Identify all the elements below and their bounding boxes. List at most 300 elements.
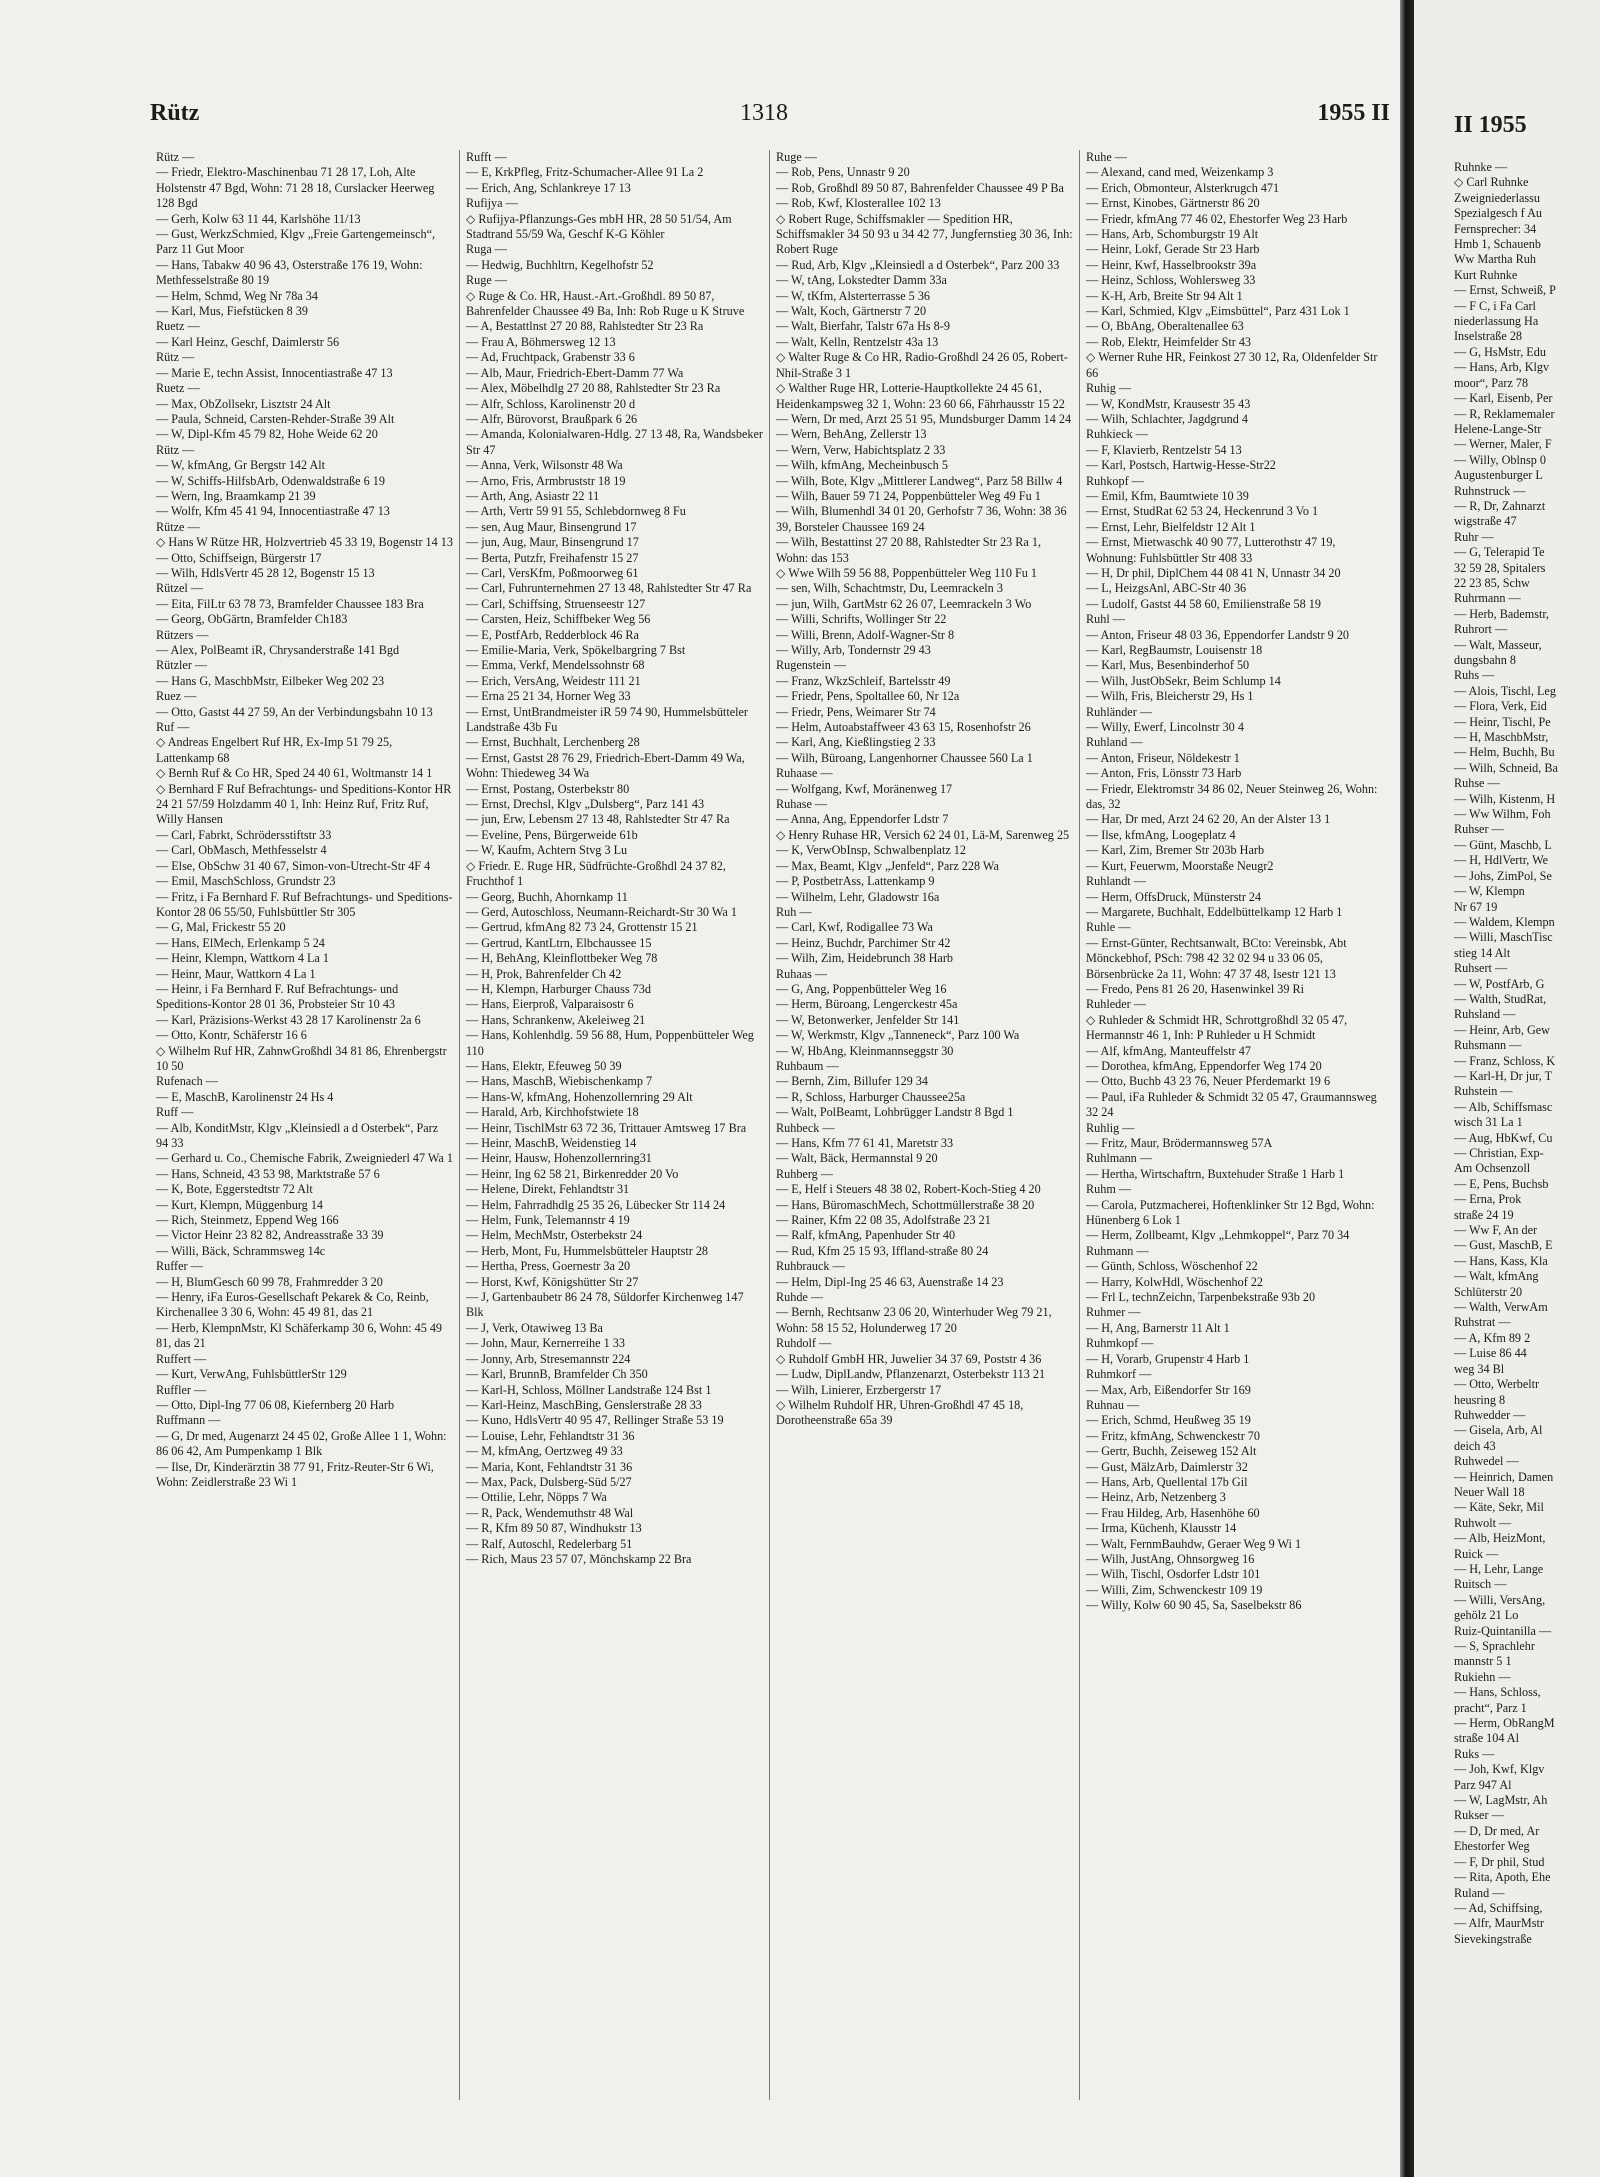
facing-page-line: Schlüterstr 20	[1454, 1284, 1523, 1299]
directory-entry: — Hans-W, kfmAng, Hohenzollernring 29 Alt	[466, 1089, 693, 1104]
directory-columns	[150, 150, 1390, 2100]
directory-entry: — R, Schloss, Harburger Chaussee25a	[776, 1089, 966, 1104]
directory-entry: — Erich, Ang, Schlankreye 17 13	[466, 180, 631, 195]
surname-heading: Ruf —	[156, 720, 190, 735]
directory-entry: — M, kfmAng, Oertzweg 49 33	[466, 1444, 623, 1459]
directory-entry: — sen, Wilh, Schachtmstr, Du, Leemrackeln 3	[776, 581, 1003, 596]
directory-entry: — Willi, Schrifts, Wollinger Str 22	[776, 612, 947, 627]
directory-entry: — Wilh, Bestattinst 27 20 88, Rahlstedter Str 23 Ra 1, Wohn: das 153	[776, 535, 1042, 565]
directory-entry: — Erich, VersAng, Weidestr 111 21	[466, 673, 641, 688]
directory-entry: — Erich, Obmonteur, Alsterkrugch 471	[1086, 180, 1280, 195]
facing-page-line: — Gisela, Arb, Al	[1454, 1423, 1543, 1438]
directory-entry: — Herm, OffsDruck, Münsterstr 24	[1086, 889, 1262, 904]
facing-page-line: Ruhnke —	[1454, 160, 1508, 174]
directory-entry: — Max, Beamt, Klgv „Jenfeld“, Parz 228 Wa	[776, 858, 999, 873]
facing-page-line: — F, Dr phil, Stud	[1454, 1854, 1545, 1869]
surname-heading: Ruhländer —	[1086, 704, 1153, 719]
directory-entry: — Hertha, Press, Goernestr 3a 20	[466, 1259, 631, 1274]
surname-heading: Ruhaase —	[776, 766, 833, 781]
facing-page-line: Ruhr —	[1454, 529, 1494, 544]
facing-page-line: Ruhnstruck —	[1454, 483, 1526, 498]
surname-heading: Ruhe —	[1086, 150, 1127, 164]
directory-entry: — Heinr, TischlMstr 63 72 36, Trittauer Amtsweg 17 Bra	[466, 1120, 747, 1135]
facing-page-line: — Walth, VerwAm	[1454, 1300, 1548, 1315]
facing-page-line: straße 24 19	[1454, 1207, 1514, 1222]
facing-page-line: — Ad, Schiffsing,	[1454, 1900, 1543, 1915]
directory-entry: — Willi, Zim, Schwenckestr 109 19	[1086, 1582, 1263, 1597]
directory-entry: — Ludw, DiplLandw, Pflanzenarzt, Osterbekstr 113 21	[776, 1367, 1046, 1382]
column-1	[150, 150, 460, 2100]
facing-page-line: deich 43	[1454, 1438, 1496, 1453]
page-gutter	[1400, 0, 1414, 2177]
facing-page-line: Kurt Ruhnke	[1454, 267, 1518, 282]
facing-page-line: Ruitsch —	[1454, 1577, 1507, 1592]
directory-entry: — Willy, Kolw 60 90 45, Sa, Saselbekstr 86	[1086, 1598, 1302, 1613]
directory-entry: — Anton, Friseur, Nöldekestr 1	[1086, 750, 1240, 765]
directory-entry: — Helm, MechMstr, Osterbekstr 24	[466, 1228, 643, 1243]
surname-heading: Rütz —	[156, 442, 195, 457]
directory-entry: — Heinz, Schloss, Wohlersweg 33	[1086, 273, 1256, 288]
facing-page-line: heusring 8	[1454, 1392, 1506, 1407]
facing-page-line: niederlassung Ha	[1454, 314, 1539, 329]
directory-entry: — Heinr, Ing 62 58 21, Birkenredder 20 Vo	[466, 1166, 679, 1181]
surname-heading: Ruhase —	[776, 797, 828, 812]
directory-entry: — O, BbAng, Oberaltenallee 63	[1086, 319, 1244, 334]
facing-page-line: Ruiz-Quintanilla —	[1454, 1623, 1552, 1638]
facing-page-line: — Ernst, Schweiß, P	[1454, 283, 1556, 298]
directory-entry: — Carl, Fabrkt, Schrödersstiftstr 33	[156, 827, 332, 842]
surname-heading: Ruhlmann —	[1086, 1151, 1153, 1166]
surname-heading: Ruhmkorf —	[1086, 1367, 1152, 1382]
surname-heading: Ruhkieck —	[1086, 427, 1148, 442]
facing-page-line: — Hans, Kass, Kla	[1454, 1253, 1548, 1268]
directory-entry: — Alex, PolBeamt iR, Chrysanderstraße 141 Bgd	[156, 643, 400, 657]
directory-entry: — Walt, Koch, Gärtnerstr 7 20	[776, 304, 927, 319]
facing-page-line: Ww Martha Ruh	[1454, 252, 1536, 267]
facing-page-line: — Willy, Oblnsp 0	[1454, 452, 1546, 467]
directory-entry: — Alb, KonditMstr, Klgv „Kleinsiedl a d Osterbek“, Parz 94 33	[156, 1120, 439, 1150]
directory-entry: — Emil, Kfm, Baumtwiete 10 39	[1086, 488, 1249, 503]
directory-entry: — Gust, MälzArb, Daimlerstr 32	[1086, 1459, 1248, 1474]
directory-entry: — Alexand, cand med, Weizenkamp 3	[1086, 165, 1274, 180]
directory-entry: — Wilh, JustAng, Ohnsorgweg 16	[1086, 1551, 1255, 1566]
directory-entry: — Wilh, Linierer, Erzbergerstr 17	[776, 1382, 942, 1397]
directory-entry: — G, Dr med, Augenarzt 24 45 02, Große Allee 1 1, Wohn: 86 06 42, Am Pumpenkamp 1 Blk	[156, 1428, 447, 1459]
facing-page-line: Rukser —	[1454, 1808, 1504, 1823]
facing-page-line: — Walth, StudRat,	[1454, 991, 1547, 1006]
surname-heading: Ruffmann —	[156, 1413, 221, 1428]
facing-page-line: Ruhsmann —	[1454, 1038, 1522, 1053]
directory-entry: — W, Betonwerker, Jenfelder Str 141	[776, 1012, 960, 1027]
facing-page-line: — W, Klempn	[1454, 884, 1525, 899]
directory-entry: — Fritz, i Fa Bernhard F. Ruf Befrachtungs- und Speditions-Kontor 28 06 55/50, Fuhlsbüttler Str 305	[156, 889, 453, 919]
directory-entry: — H, Prok, Bahrenfelder Ch 42	[466, 966, 622, 981]
directory-entry: — Rich, Steinmetz, Eppend Weg 166	[156, 1213, 339, 1228]
directory-entry: — jun, Erw, Lebensm 27 13 48, Rahlstedter Str 47 Ra	[466, 812, 730, 827]
directory-entry: ◇ Wilhelm Ruf HR, ZahnwGroßhdl 34 81 86, Ehrenbergstr 10 50	[156, 1043, 447, 1073]
directory-entry: — Erna 25 21 34, Horner Weg 33	[466, 689, 631, 704]
facing-page-line: — Erna, Prok	[1454, 1192, 1522, 1207]
surname-heading: Ruhaas —	[776, 966, 828, 981]
directory-entry: — Helene, Direkt, Fehlandtstr 31	[466, 1182, 630, 1197]
directory-entry: — Jonny, Arb, Stresemannstr 224	[466, 1351, 631, 1366]
facing-page-line: dungsbahn 8	[1454, 653, 1516, 667]
directory-entry: — Hans, Tabakw 40 96 43, Osterstraße 176 19, Wohn: Methfesselstraße 80 19	[156, 257, 423, 288]
directory-entry: — Victor Heinr 23 82 82, Andreasstraße 33 39	[156, 1228, 384, 1243]
directory-entry: — Gertr, Buchh, Zeiseweg 152 Alt	[1086, 1444, 1257, 1459]
directory-entry: — Herb, KlempnMstr, Kl Schäferkamp 30 6, Wohn: 45 49 81, das 21	[156, 1320, 443, 1351]
facing-page-line: Sievekingstraße	[1454, 1931, 1532, 1946]
directory-entry: — Wilh, Bauer 59 71 24, Poppenbütteler Weg 49 Fu 1	[776, 488, 1041, 503]
directory-entry: — Alfr, Bürovorst, Braußpark 6 26	[466, 411, 638, 426]
directory-entry: — W, Kaufm, Achtern Stvg 3 Lu	[466, 843, 628, 858]
directory-entry: — W, kfmAng, Gr Bergstr 142 Alt	[156, 458, 326, 473]
directory-entry: — jun, Wilh, GartMstr 62 26 07, Leemrackeln 3 Wo	[776, 596, 1032, 611]
directory-entry: — Rud, Arb, Klgv „Kleinsiedl a d Osterbek“, Parz 200 33	[776, 257, 1060, 272]
facing-page-line: — H, HdlVertr, We	[1454, 853, 1549, 868]
column-4	[1080, 150, 1390, 2100]
facing-page-line: — Johs, ZimPol, Se	[1454, 868, 1552, 883]
directory-entry: ◇ Ruhleder & Schmidt HR, Schrottgroßhdl 32 05 47, Hermannstr 46 1, Inh: P Ruhleder u H Schmidt	[1086, 1012, 1348, 1043]
facing-page-line: Ruhwolt —	[1454, 1515, 1512, 1530]
page-header	[150, 100, 1390, 140]
facing-page-line: Ruhrort —	[1454, 622, 1508, 637]
directory-entry: — Frau A, Böhmersweg 12 13	[466, 334, 616, 349]
directory-entry: — Karl, Zim, Bremer Str 203b Harb	[1086, 843, 1265, 858]
facing-page-line: — D, Dr med, Ar	[1454, 1823, 1540, 1838]
directory-entry: — H, Ang, Barnerstr 11 Alt 1	[1086, 1320, 1230, 1335]
directory-entry: — Helm, Dipl-Ing 25 46 63, Auenstraße 14 23	[776, 1274, 1004, 1289]
directory-entry: — Bernh, Zim, Billufer 129 34	[776, 1074, 928, 1089]
directory-entry: — Wilh, kfmAng, Mecheinbusch 5	[776, 458, 948, 473]
surname-heading: Ruetz —	[156, 319, 200, 334]
facing-page-line: — H, Lehr, Lange	[1454, 1561, 1544, 1576]
facing-page-line: straße 104 Al	[1454, 1731, 1519, 1746]
surname-heading: Ruhbrauck —	[776, 1259, 845, 1274]
facing-page-line: — A, Kfm 89 2	[1454, 1330, 1531, 1345]
directory-entry: — Heinr, Hausw, Hohenzollernring31	[466, 1151, 652, 1166]
directory-entry: — G, Mal, Frickestr 55 20	[156, 920, 286, 935]
directory-entry: — Willi, Bäck, Schrammsweg 14c	[156, 1243, 326, 1258]
directory-entry: — Maria, Kont, Fehlandtstr 31 36	[466, 1459, 633, 1474]
directory-entry: — H, Dr phil, DiplChem 44 08 41 N, Unnastr 34 20	[1086, 565, 1341, 580]
directory-entry: — Wilh, Fris, Bleicherstr 29, Hs 1	[1086, 689, 1254, 704]
facing-page-line: Helene-Lange-Str	[1454, 421, 1542, 436]
directory-entry: ◇ Ruge & Co. HR, Haust.-Art.-Großhdl. 89 50 87, Bahrenfelder Chaussee 49 Ba, Inh: Rob Ruge u K Struve	[466, 288, 745, 319]
directory-entry: — Ilse, Dr, Kinderärztin 38 77 91, Fritz-Reuter-Str 6 Wi, Wohn: Zeidlerstraße 23 Wi 1	[156, 1459, 434, 1489]
directory-entry: — Helm, Schmd, Weg Nr 78a 34	[156, 288, 318, 303]
facing-page-line: — H, MaschbMstr,	[1454, 730, 1549, 745]
directory-entry: — F, Klavierb, Rentzelstr 54 13	[1086, 442, 1242, 457]
directory-entry: — Otto, Buchb 43 23 76, Neuer Pferdemarkt 19 6	[1086, 1074, 1331, 1089]
directory-entry: — Hans, Schrankenw, Akeleiweg 21	[466, 1012, 646, 1027]
directory-entry: — Wilh, Bote, Klgv „Mittlerer Landweg“, Parz 58 Billw 4	[776, 473, 1063, 488]
facing-page-line: — G, HsMstr, Edu	[1454, 344, 1546, 359]
facing-page-line: — Christian, Exp-	[1454, 1146, 1544, 1160]
directory-entry: — Wern, Dr med, Arzt 25 51 95, Mundsburger Damm 14 24	[776, 411, 1072, 426]
directory-entry: — Harald, Arb, Kirchhofstwiete 18	[466, 1105, 639, 1120]
surname-heading: Ruhnau —	[1086, 1397, 1140, 1412]
surname-heading: Rütze —	[156, 519, 200, 534]
facing-page-line: Rukiehn —	[1454, 1669, 1511, 1684]
facing-page-line: Nr 67 19	[1454, 899, 1498, 914]
facing-page-line: — Wilh, Kistenm, H	[1454, 791, 1556, 806]
page-number: 1318	[740, 100, 788, 126]
directory-entry: — H, Vorarb, Grupenstr 4 Harb 1	[1086, 1351, 1250, 1366]
directory-entry: — Gerh, Kolw 63 11 44, Karlshöhe 11/13	[156, 211, 361, 226]
facing-page-line: — Alb, HeizMont,	[1454, 1531, 1546, 1546]
directory-entry: — E, MaschB, Karolinenstr 24 Hs 4	[156, 1089, 334, 1104]
directory-entry: ◇ Werner Ruhe HR, Feinkost 27 30 12, Ra, Oldenfelder Str 66	[1086, 350, 1378, 380]
directory-entry: — Herm, Büroang, Lengerckestr 45a	[776, 997, 958, 1012]
directory-entry: — K-H, Arb, Breite Str 94 Alt 1	[1086, 288, 1243, 303]
directory-entry: — Gerd, Autoschloss, Neumann-Reichardt-Str 30 Wa 1	[466, 904, 737, 919]
directory-entry: — Wolfgang, Kwf, Moränenweg 17	[776, 781, 953, 796]
directory-entry: — Wilh, JustObSekr, Beim Schlump 14	[1086, 673, 1281, 688]
surname-heading: Rufenach —	[156, 1074, 218, 1089]
facing-page-line: — Karl, Eisenb, Per	[1454, 391, 1553, 406]
directory-entry: — Irma, Küchenh, Klausstr 14	[1086, 1521, 1237, 1536]
directory-entry: — Berta, Putzfr, Freihafenstr 15 27	[466, 550, 639, 565]
directory-entry: — Friedr, Pens, Weimarer Str 74	[776, 704, 936, 719]
directory-entry: — Carl, Schiffsing, Struenseestr 127	[466, 596, 646, 611]
surname-heading: Ruez —	[156, 689, 197, 704]
surname-heading: Ruga —	[466, 242, 507, 257]
directory-entry: — Walt, Bäck, Hermannstal 9 20	[776, 1151, 938, 1166]
directory-entry: — Carl, VersKfm, Poßmoorweg 61	[466, 565, 639, 580]
directory-entry: — E, Helf i Steuers 48 38 02, Robert-Koch-Stieg 4 20	[776, 1182, 1041, 1197]
surname-heading: Ruhmann —	[1086, 1243, 1149, 1258]
facing-page-line: Augustenburger L	[1454, 468, 1543, 483]
surname-heading: Rützel —	[156, 581, 204, 596]
facing-page-line: — Alois, Tischl, Leg	[1454, 683, 1556, 698]
directory-entry: — Eita, FilLtr 63 78 73, Bramfelder Chaussee 183 Bra	[156, 596, 424, 611]
column-3	[770, 150, 1080, 2100]
directory-entry: — Henry, iFa Euros-Gesellschaft Pekarek & Co, Reinb, Kirchenallee 3 30 6, Wohn: 45 49 81, das 21	[156, 1290, 429, 1320]
directory-entry: — W, Werkmstr, Klgv „Tanneneck“, Parz 100 Wa	[776, 1028, 1020, 1043]
directory-entry: — E, PostfArb, Redderblock 46 Ra	[466, 627, 639, 642]
surname-heading: Ruge —	[466, 273, 507, 288]
directory-entry: — Ernst, Mietwaschk 40 90 77, Lutterothstr 47 19, Wohnung: Fuhlsbüttler Str 408 33	[1086, 535, 1336, 565]
surname-heading: Ruge —	[776, 150, 817, 164]
directory-entry: — Heinr, Maur, Wattkorn 4 La 1	[156, 966, 316, 981]
directory-entry: — W, tAng, Lokstedter Damm 33a	[776, 273, 947, 288]
directory-entry: — Anna, Verk, Wilsonstr 48 Wa	[466, 458, 623, 473]
directory-entry: ◇ Walther Ruge HR, Lotterie-Hauptkollekte 24 45 61, Heidenkampsweg 32 1, Wohn: 23 60 66, Fährhausstr 15 22	[776, 381, 1065, 411]
surname-heading: Ruhleder —	[1086, 997, 1146, 1012]
directory-entry: — Ad, Fruchtpack, Grabenstr 33 6	[466, 350, 635, 365]
directory-entry: — Alfr, Schloss, Karolinenstr 20 d	[466, 396, 636, 411]
directory-entry: — Alf, kfmAng, Manteuffelstr 47	[1086, 1043, 1251, 1058]
directory-entry: — Hans, Eierproß, Valparaisostr 6	[466, 997, 634, 1012]
directory-entry: ◇ Rufijya-Pflanzungs-Ges mbH HR, 28 50 51/54, Am Stadtrand 55/59 Wa, Geschf K-G Köhler	[466, 211, 732, 242]
facing-page-line: stieg 14 Alt	[1454, 945, 1511, 960]
directory-entry: — Georg, Buchh, Ahornkamp 11	[466, 889, 628, 904]
directory-entry: — H, BehAng, Kleinflottbeker Weg 78	[466, 951, 658, 966]
facing-page-line: Ehestorfer Weg	[1454, 1839, 1530, 1854]
directory-entry: — Carl, ObMasch, Methfesselstr 4	[156, 843, 327, 858]
surname-heading: Rützers —	[156, 627, 209, 642]
directory-entry: — Amanda, Kolonialwaren-Hdlg. 27 13 48, Ra, Wandsbeker Str 47	[466, 427, 763, 457]
facing-page-line: Inselstraße 28	[1454, 329, 1523, 344]
directory-entry: — Helm, Autoabstaffweer 43 63 15, Rosenhofstr 26	[776, 720, 1031, 735]
facing-page-line: Ruhsert —	[1454, 961, 1508, 976]
surname-heading: Ruhig —	[1086, 381, 1132, 396]
directory-entry: — Karl, Präzisions-Werkst 43 28 17 Karolinenstr 2a 6	[156, 1012, 421, 1027]
directory-entry: — Kurt, Klempn, Müggenburg 14	[156, 1197, 324, 1212]
directory-entry: — Friedr, kfmAng 77 46 02, Ehestorfer Weg 23 Harb	[1086, 211, 1348, 226]
facing-page-line: Ruhstein —	[1454, 1084, 1513, 1099]
directory-entry: — Emma, Verkf, Mendelssohnstr 68	[466, 658, 645, 673]
directory-entry: — Helm, Funk, Telemannstr 4 19	[466, 1213, 630, 1228]
directory-entry: — Emilie-Maria, Verk, Spökelbargring 7 Bst	[466, 643, 686, 657]
directory-entry: — Rob, Pens, Unnastr 9 20	[776, 165, 910, 180]
facing-page-line: — Walt, Masseur,	[1454, 637, 1542, 652]
facing-page-line: Ruhwedel —	[1454, 1454, 1519, 1469]
directory-entry: — Hans, BüromaschMech, Schottmüllerstraße 38 20	[776, 1197, 1035, 1212]
facing-page-line: — Waldem, Klempn	[1454, 914, 1555, 929]
facing-page-line: gehölz 21 Lo	[1454, 1608, 1519, 1623]
directory-entry: ◇ Friedr. E. Ruge HR, Südfrüchte-Großhdl 24 37 82, Fruchthof 1	[466, 858, 726, 889]
directory-entry: — Herb, Mont, Fu, Hummelsbütteler Hauptstr 28	[466, 1243, 709, 1258]
surname-heading: Ruhlig —	[1086, 1120, 1135, 1135]
directory-entry: — Kurt, VerwAng, FuhlsbüttlerStr 129	[156, 1367, 347, 1382]
facing-page-line: — Wilh, Schneid, Ba	[1454, 760, 1558, 775]
directory-entry: — Ludolf, Gastst 44 58 60, Emilienstraße 58 19	[1086, 596, 1321, 611]
facing-page-line: — G, Telerapid Te	[1454, 545, 1545, 560]
surname-heading: Ruhbaum —	[776, 1058, 839, 1073]
directory-entry: — Karl, Postsch, Hartwig-Hesse-Str22	[1086, 458, 1276, 473]
facing-page-line: moor“, Parz 78	[1454, 375, 1529, 390]
facing-page-line: Parz 947 Al	[1454, 1777, 1512, 1792]
directory-entry: — Heinr, Lokf, Gerade Str 23 Harb	[1086, 242, 1260, 257]
facing-page-line: — Helm, Buchh, Bu	[1454, 745, 1555, 760]
facing-page-line: — Heinr, Tischl, Pe	[1454, 714, 1551, 729]
facing-page-line: Zweigniederlassu	[1454, 190, 1540, 205]
directory-entry: — K, Bote, Eggerstedtstr 72 Alt	[156, 1182, 313, 1197]
facing-page-line: Ruhwedder —	[1454, 1407, 1526, 1422]
directory-entry: — Friedr, Pens, Spoltallee 60, Nr 12a	[776, 689, 960, 704]
directory-entry: — Hans, Elektr, Efeuweg 50 39	[466, 1058, 622, 1073]
surname-heading: Rufft —	[466, 150, 507, 164]
directory-entry: — Ottilie, Lehr, Nöpps 7 Wa	[466, 1490, 607, 1505]
directory-entry: — Otto, Kontr, Schäferstr 16 6	[156, 1028, 307, 1043]
directory-entry: — Erich, Schmd, Heußweg 35 19	[1086, 1413, 1251, 1428]
facing-page-line: — Werner, Maler, F	[1454, 437, 1552, 452]
directory-entry: — Ralf, kfmAng, Papenhuder Str 40	[776, 1228, 956, 1243]
facing-page-line: — Alb, Schiffsmasc	[1454, 1099, 1553, 1114]
directory-entry: — sen, Aug Maur, Binsengrund 17	[466, 519, 637, 534]
directory-entry: — P, PostbetrAss, Lattenkamp 9	[776, 874, 935, 889]
directory-entry: — Heinz, Buchdr, Parchimer Str 42	[776, 935, 951, 950]
directory-entry: — Hans, MaschB, Wiebischenkamp 7	[466, 1074, 653, 1089]
directory-entry: — Eveline, Pens, Bürgerweide 61b	[466, 827, 638, 842]
directory-entry: — Herm, Zollbeamt, Klgv „Lehmkoppel“, Parz 70 34	[1086, 1228, 1350, 1243]
directory-entry: — Marie E, techn Assist, Innocentiastraße 47 13	[156, 365, 393, 380]
directory-entry: — Karl, RegBaumstr, Louisenstr 18	[1086, 643, 1263, 657]
directory-entry: — Arth, Ang, Asiastr 22 11	[466, 488, 600, 503]
directory-entry: — G, Ang, Poppenbütteler Weg 16	[776, 981, 947, 996]
facing-page-line: Ruks —	[1454, 1746, 1495, 1761]
facing-page-line: — S, Sprachlehr	[1454, 1639, 1535, 1653]
surname-heading: Ruhm —	[1086, 1182, 1132, 1197]
facing-page-line: — Walt, kfmAng	[1454, 1269, 1539, 1284]
directory-entry: — Fritz, kfmAng, Schwenckestr 70	[1086, 1428, 1260, 1443]
surname-heading: Rützler —	[156, 658, 208, 673]
directory-entry: ◇ Hans W Rütze HR, Holzvertrieb 45 33 19, Bogenstr 14 13	[156, 535, 453, 550]
directory-entry: — Hans, ElMech, Erlenkamp 5 24	[156, 935, 325, 950]
directory-entry: ◇ Andreas Engelbert Ruf HR, Ex-Imp 51 79 25, Lattenkamp 68	[156, 735, 393, 765]
facing-page-line: 22 23 85, Schw	[1454, 575, 1530, 590]
directory-entry: — Ralf, Autoschl, Redelerbarg 51	[466, 1536, 633, 1551]
facing-page-line: — R, Dr, Zahnarzt	[1454, 498, 1546, 513]
directory-entry: — L, HeizgsAnl, ABC-Str 40 36	[1086, 581, 1247, 596]
facing-page-line: — Alfr, MaurMstr	[1454, 1916, 1544, 1931]
directory-entry: — Ernst, Buchhalt, Lerchenberg 28	[466, 735, 640, 750]
facing-page-line: — Franz, Schloss, K	[1454, 1053, 1556, 1068]
directory-entry: — Rob, Elektr, Heimfelder Str 43	[1086, 334, 1252, 349]
directory-entry: — Hans G, MaschbMstr, Eilbeker Weg 202 23	[156, 673, 385, 688]
directory-entry: — Gertrud, kfmAng 82 73 24, Grottenstr 15 21	[466, 920, 698, 935]
directory-entry: — Anton, Fris, Lönsstr 73 Harb	[1086, 766, 1242, 781]
directory-entry: — W, HbAng, Kleinmannseggstr 30	[776, 1043, 954, 1058]
facing-page-line: Ruhs —	[1454, 668, 1495, 683]
directory-entry: — Alb, Maur, Friedrich-Ebert-Damm 77 Wa	[466, 365, 684, 380]
directory-entry: — Carola, Putzmacherei, Hoftenklinker Str 12 Bgd, Wohn: Hünenberg 6 Lok 1	[1086, 1197, 1375, 1228]
surname-heading: Rütz —	[156, 350, 195, 365]
directory-entry: — Wern, Verw, Habichtsplatz 2 33	[776, 442, 946, 457]
directory-entry: — Wern, Ing, Braamkamp 21 39	[156, 488, 316, 503]
surname-heading: Rufijya —	[466, 196, 518, 211]
directory-entry: — Carl, Fuhrunternehmen 27 13 48, Rahlstedter Str 47 Ra	[466, 581, 752, 596]
facing-page-line: — Herb, Bademstr,	[1454, 606, 1549, 621]
facing-page-line: — Gust, MaschB, E	[1454, 1238, 1553, 1253]
header-keyword: Rütz	[150, 100, 200, 126]
directory-entry: — Wilh, HdlsVertr 45 28 12, Bogenstr 15 13	[156, 565, 375, 580]
facing-page-line: Ruick —	[1454, 1546, 1499, 1561]
directory-entry: — Wolfr, Kfm 45 41 94, Innocentiastraße 47 13	[156, 504, 390, 519]
directory-entry: — Kurt, Feuerwm, Moorstaße Neugr2	[1086, 858, 1274, 873]
directory-entry: — Fredo, Pens 81 26 20, Hasenwinkel 39 Ri	[1086, 981, 1305, 996]
directory-entry: — Carsten, Heiz, Schiffbeker Weg 56	[466, 612, 651, 627]
directory-entry: — Ilse, kfmAng, Loogeplatz 4	[1086, 827, 1236, 842]
facing-page-line: pracht“, Parz 1	[1454, 1700, 1527, 1715]
directory-entry: — Heinr, MaschB, Weidenstieg 14	[466, 1136, 637, 1150]
directory-entry: — Gust, WerkzSchmied, Klgv „Freie Gartengemeinsch“, Parz 11 Gut Moor	[156, 227, 436, 257]
facing-page-line: — Heinrich, Damen	[1454, 1469, 1554, 1484]
surname-heading: Ruhbeck —	[776, 1120, 835, 1135]
surname-heading: Rugenstein —	[776, 658, 847, 673]
facing-page-line: — W, LagMstr, Ah	[1454, 1793, 1548, 1808]
facing-page-line: — Flora, Verk, Eid	[1454, 699, 1547, 714]
directory-entry: — Bernh, Rechtsanw 23 06 20, Winterhuder Weg 79 21, Wohn: 58 15 52, Holunderweg 17 20	[776, 1305, 1052, 1335]
directory-entry: — Otto, Dipl-Ing 77 06 08, Kiefernberg 20 Harb	[156, 1397, 395, 1412]
directory-entry: — Carl, Kwf, Rodigallee 73 Wa	[776, 920, 933, 935]
facing-page-line: Hmb 1, Schauenb	[1454, 237, 1541, 252]
directory-entry: — Max, Pack, Dulsberg-Süd 5/27	[466, 1474, 632, 1489]
directory-entry: — Hans, Kohlenhdlg. 59 56 88, Hum, Poppenbütteler Weg 110	[466, 1028, 754, 1058]
facing-page-line: Ruhstrat —	[1454, 1315, 1511, 1330]
directory-entry: — Rainer, Kfm 22 08 35, Adolfstraße 23 21	[776, 1213, 991, 1228]
directory-entry: — W, Dipl-Kfm 45 79 82, Hohe Weide 62 20	[156, 427, 378, 442]
directory-entry: — W, KondMstr, Krausestr 35 43	[1086, 396, 1251, 411]
directory-entry: — Arno, Fris, Armbruststr 18 19	[466, 473, 626, 488]
directory-entry: — Karl, Mus, Fiefstücken 8 39	[156, 304, 308, 319]
facing-page-line: — Ww F, An der	[1454, 1223, 1538, 1238]
facing-page-line: Ruhser —	[1454, 822, 1504, 837]
directory-entry: — Karl, Schmied, Klgv „Eimsbüttel“, Parz 431 Lok 1	[1086, 304, 1350, 319]
directory-entry: — Walt, FernmBauhdw, Geraer Weg 9 Wi 1	[1086, 1536, 1302, 1551]
